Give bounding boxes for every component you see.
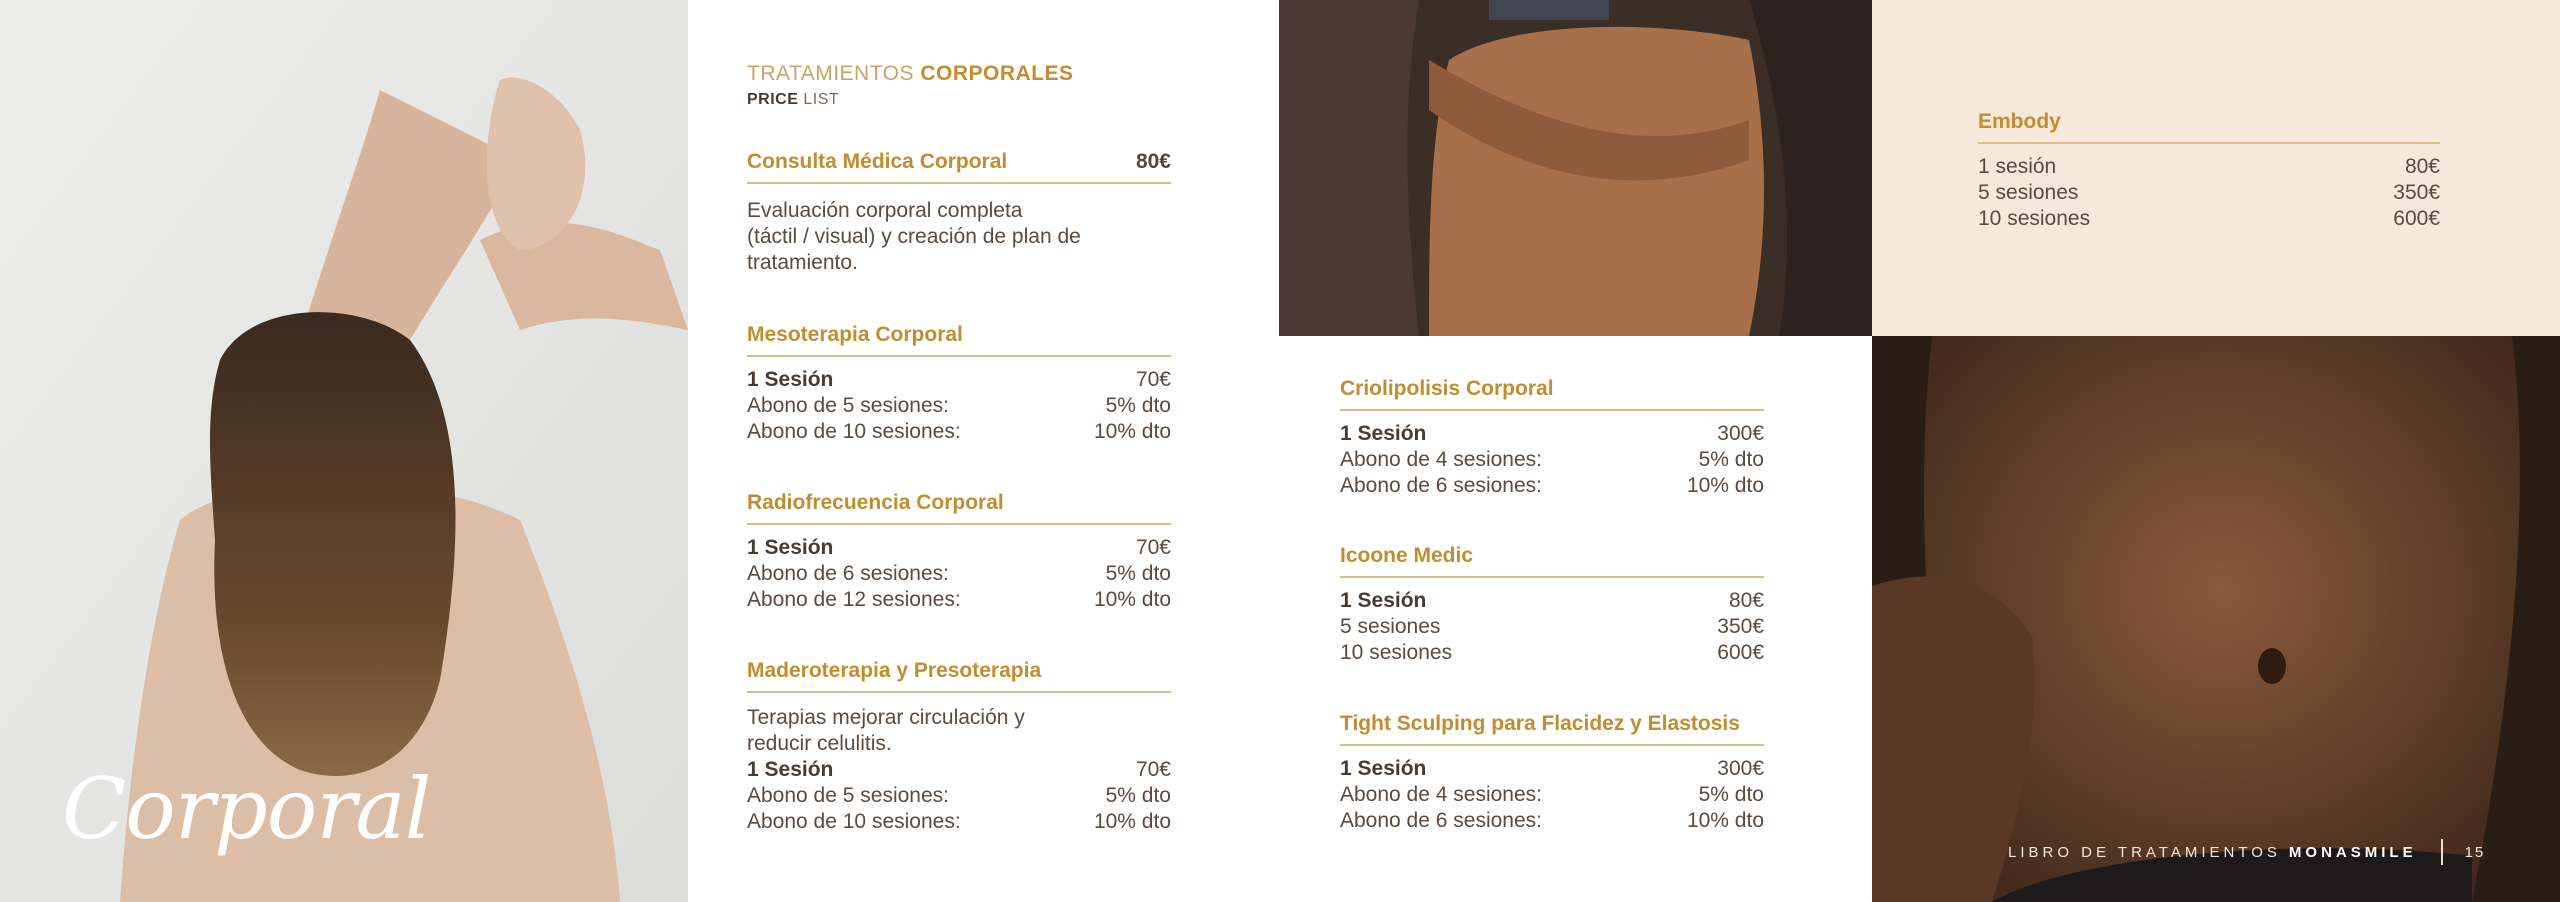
radiofrecuencia-title: Radiofrecuencia Corporal xyxy=(747,491,1171,525)
mesoterapia-block xyxy=(747,323,1171,445)
price-row: 1 sesión 80€ xyxy=(1978,155,2440,178)
price-row: 1 Sesión 70€ xyxy=(747,368,1171,391)
page-number: 15 xyxy=(2464,843,2486,861)
subheading-bold: PRICE xyxy=(747,91,799,108)
footer-brand: MONASMILE xyxy=(2288,843,2417,861)
page-footer xyxy=(2008,839,2485,865)
maderoterapia-desc-line: reducir celulitis. xyxy=(747,732,892,755)
price-row: Abono de 5 sesiones: 5% dto xyxy=(747,394,1171,417)
radiofrecuencia-block xyxy=(747,491,1171,613)
price-row: 1 Sesión 70€ xyxy=(747,758,1171,781)
maderoterapia-desc-line: Terapias mejorar circulación y xyxy=(747,706,1025,729)
embody-block xyxy=(1978,110,2440,232)
maderoterapia-block xyxy=(747,659,1171,835)
price-row: Abono de 12 sesiones: 10% dto xyxy=(747,588,1171,611)
photo-torso-top xyxy=(1279,0,1872,336)
consulta-block xyxy=(747,150,1171,276)
consulta-desc-line: tratamiento. xyxy=(747,251,858,274)
price-row: 5 sesiones 350€ xyxy=(1340,615,1764,638)
icoone-title: Icoone Medic xyxy=(1340,544,1764,578)
price-row: Abono de 4 sesiones: 5% dto xyxy=(1340,448,1764,471)
price-row: Abono de 10 sesiones: 10% dto xyxy=(747,420,1171,443)
mesoterapia-title: Mesoterapia Corporal xyxy=(747,323,1171,357)
consulta-desc-line: Evaluación corporal completa xyxy=(747,199,1023,222)
price-row: 10 sesiones 600€ xyxy=(1340,641,1764,664)
embody-title: Embody xyxy=(1978,110,2440,144)
price-row: 1 Sesión 80€ xyxy=(1340,589,1764,612)
price-row: Abono de 10 sesiones: 10% dto xyxy=(747,810,1171,833)
tight-block xyxy=(1340,712,1764,834)
price-row: Abono de 6 sesiones: 5% dto xyxy=(747,562,1171,585)
price-row: Abono de 6 sesiones: 10% dto xyxy=(1340,474,1764,497)
subheading-light: LIST xyxy=(803,91,840,108)
consulta-desc-line: (táctil / visual) y creación de plan de xyxy=(747,225,1081,248)
criolipolisis-title: Criolipolisis Corporal xyxy=(1340,377,1764,411)
price-row: 1 Sesión 70€ xyxy=(747,536,1171,559)
heading-bold: CORPORALES xyxy=(920,62,1074,85)
photo-abdomen xyxy=(1872,336,2560,902)
price-row: 1 Sesión 300€ xyxy=(1340,757,1764,780)
icoone-block xyxy=(1340,544,1764,666)
page-subheading xyxy=(747,91,839,109)
maderoterapia-title: Maderoterapia y Presoterapia xyxy=(747,659,1171,693)
price-row: 5 sesiones 350€ xyxy=(1978,181,2440,204)
page-heading xyxy=(747,62,1074,86)
heading-light: TRATAMIENTOS xyxy=(747,62,915,85)
price-row: 1 Sesión 300€ xyxy=(1340,422,1764,445)
price-row: Abono de 5 sesiones: 5% dto xyxy=(747,784,1171,807)
consulta-title: Consulta Médica Corporal xyxy=(747,150,1008,173)
price-row: Abono de 4 sesiones: 5% dto xyxy=(1340,783,1764,806)
footer-divider xyxy=(2441,839,2443,865)
footer-text: LIBRO DE TRATAMIENTOS xyxy=(2008,843,2281,861)
price-row: 10 sesiones 600€ xyxy=(1978,207,2440,230)
tight-title: Tight Sculping para Flacidez y Elastosis xyxy=(1340,712,1764,746)
price-row: Abono de 6 sesiones: 10% dto xyxy=(1340,809,1764,832)
consulta-price: 80€ xyxy=(1135,150,1171,173)
criolipolisis-block xyxy=(1340,377,1764,499)
cover-title: Corporal xyxy=(62,760,431,858)
